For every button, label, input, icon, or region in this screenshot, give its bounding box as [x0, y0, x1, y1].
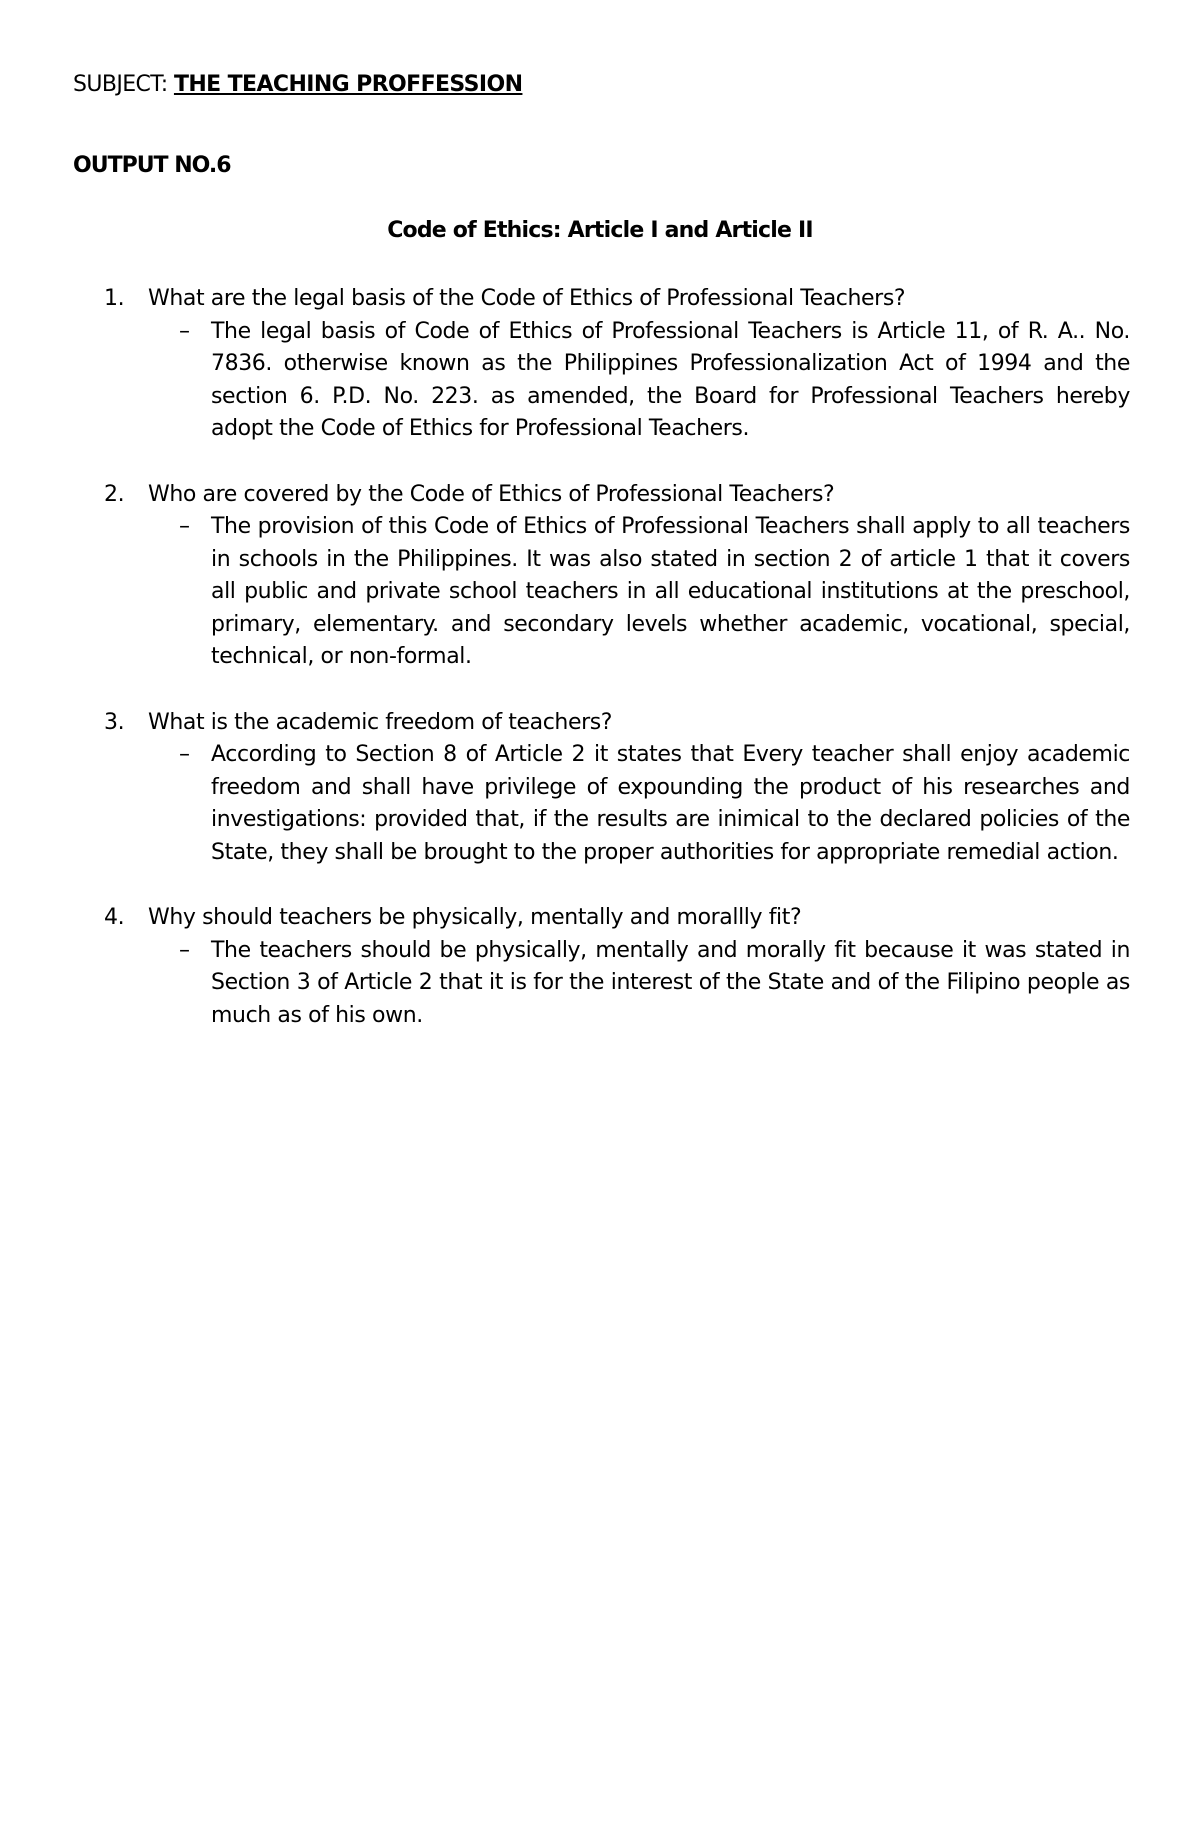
- document-title: Code of Ethics: Article I and Article II: [387, 218, 813, 243]
- dash-bullet: –: [179, 742, 190, 767]
- question-item: [104, 707, 1134, 870]
- answer-block: [179, 935, 1130, 1033]
- question-item: [104, 479, 1134, 674]
- subject-label: SUBJECT:: [73, 72, 174, 97]
- question-text: What are the legal basis of the Code of Ethics of Professional Teachers?: [148, 286, 906, 311]
- question-text: What is the academic freedom of teachers?: [148, 709, 613, 735]
- answer-block: [179, 739, 1130, 869]
- question-item: [104, 283, 1134, 446]
- answer-text: The legal basis of Code of Ethics of Professional Teachers is Article 11, of R. A.. No. 7836. otherwise known as the Philippines Professionalization Act of 1994 and the section 6. P.D. No. 223. as amended, the Board for Professional Teachers hereby adopt the Code of Ethics for Professional Teachers.: [211, 318, 1130, 441]
- dash-bullet: –: [179, 937, 190, 963]
- answer-text: The teachers should be physically, mentally and morally fit because it was stated in Section 3 of Article 2 that it is for the interest of the State and of the Filipino people as much as of his own.: [211, 937, 1130, 1028]
- answer-block: [179, 316, 1130, 446]
- subject-value: THE TEACHING PROFFESSION: [173, 72, 523, 97]
- question-number: 4.: [104, 905, 125, 930]
- output-number: OUTPUT NO.6: [73, 153, 231, 178]
- question-number: 3.: [104, 709, 125, 735]
- dash-bullet: –: [179, 514, 190, 539]
- answer-text: The provision of this Code of Ethics of Professional Teachers shall apply to all teachers in schools in the Philippines. It was also stated in section 2 of article 1 that it covers all public and private school teachers in all educational institutions at the preschool, primary, elementary. and secondary levels whether academic, vocational, special, technical, or non-formal.: [211, 514, 1130, 669]
- question-number: 2.: [104, 481, 125, 507]
- answer-block: [179, 511, 1130, 674]
- question-item: [104, 902, 1134, 1032]
- dash-bullet: –: [179, 318, 190, 344]
- question-text: Why should teachers be physically, mentally and morallly fit?: [148, 905, 802, 930]
- question-list: [104, 283, 1134, 1065]
- answer-text: According to Section 8 of Article 2 it states that Every teacher shall enjoy academic freedom and shall have privilege of expounding the product of his researches and investigations: provided that, if the results are inimical to the declared policies of the State, they shall be brought to the proper authorities for appropriate remedial action.: [211, 742, 1130, 865]
- question-text: Who are covered by the Code of Ethics of Professional Teachers?: [148, 481, 835, 507]
- subject-line: [73, 72, 522, 97]
- question-number: 1.: [104, 286, 125, 311]
